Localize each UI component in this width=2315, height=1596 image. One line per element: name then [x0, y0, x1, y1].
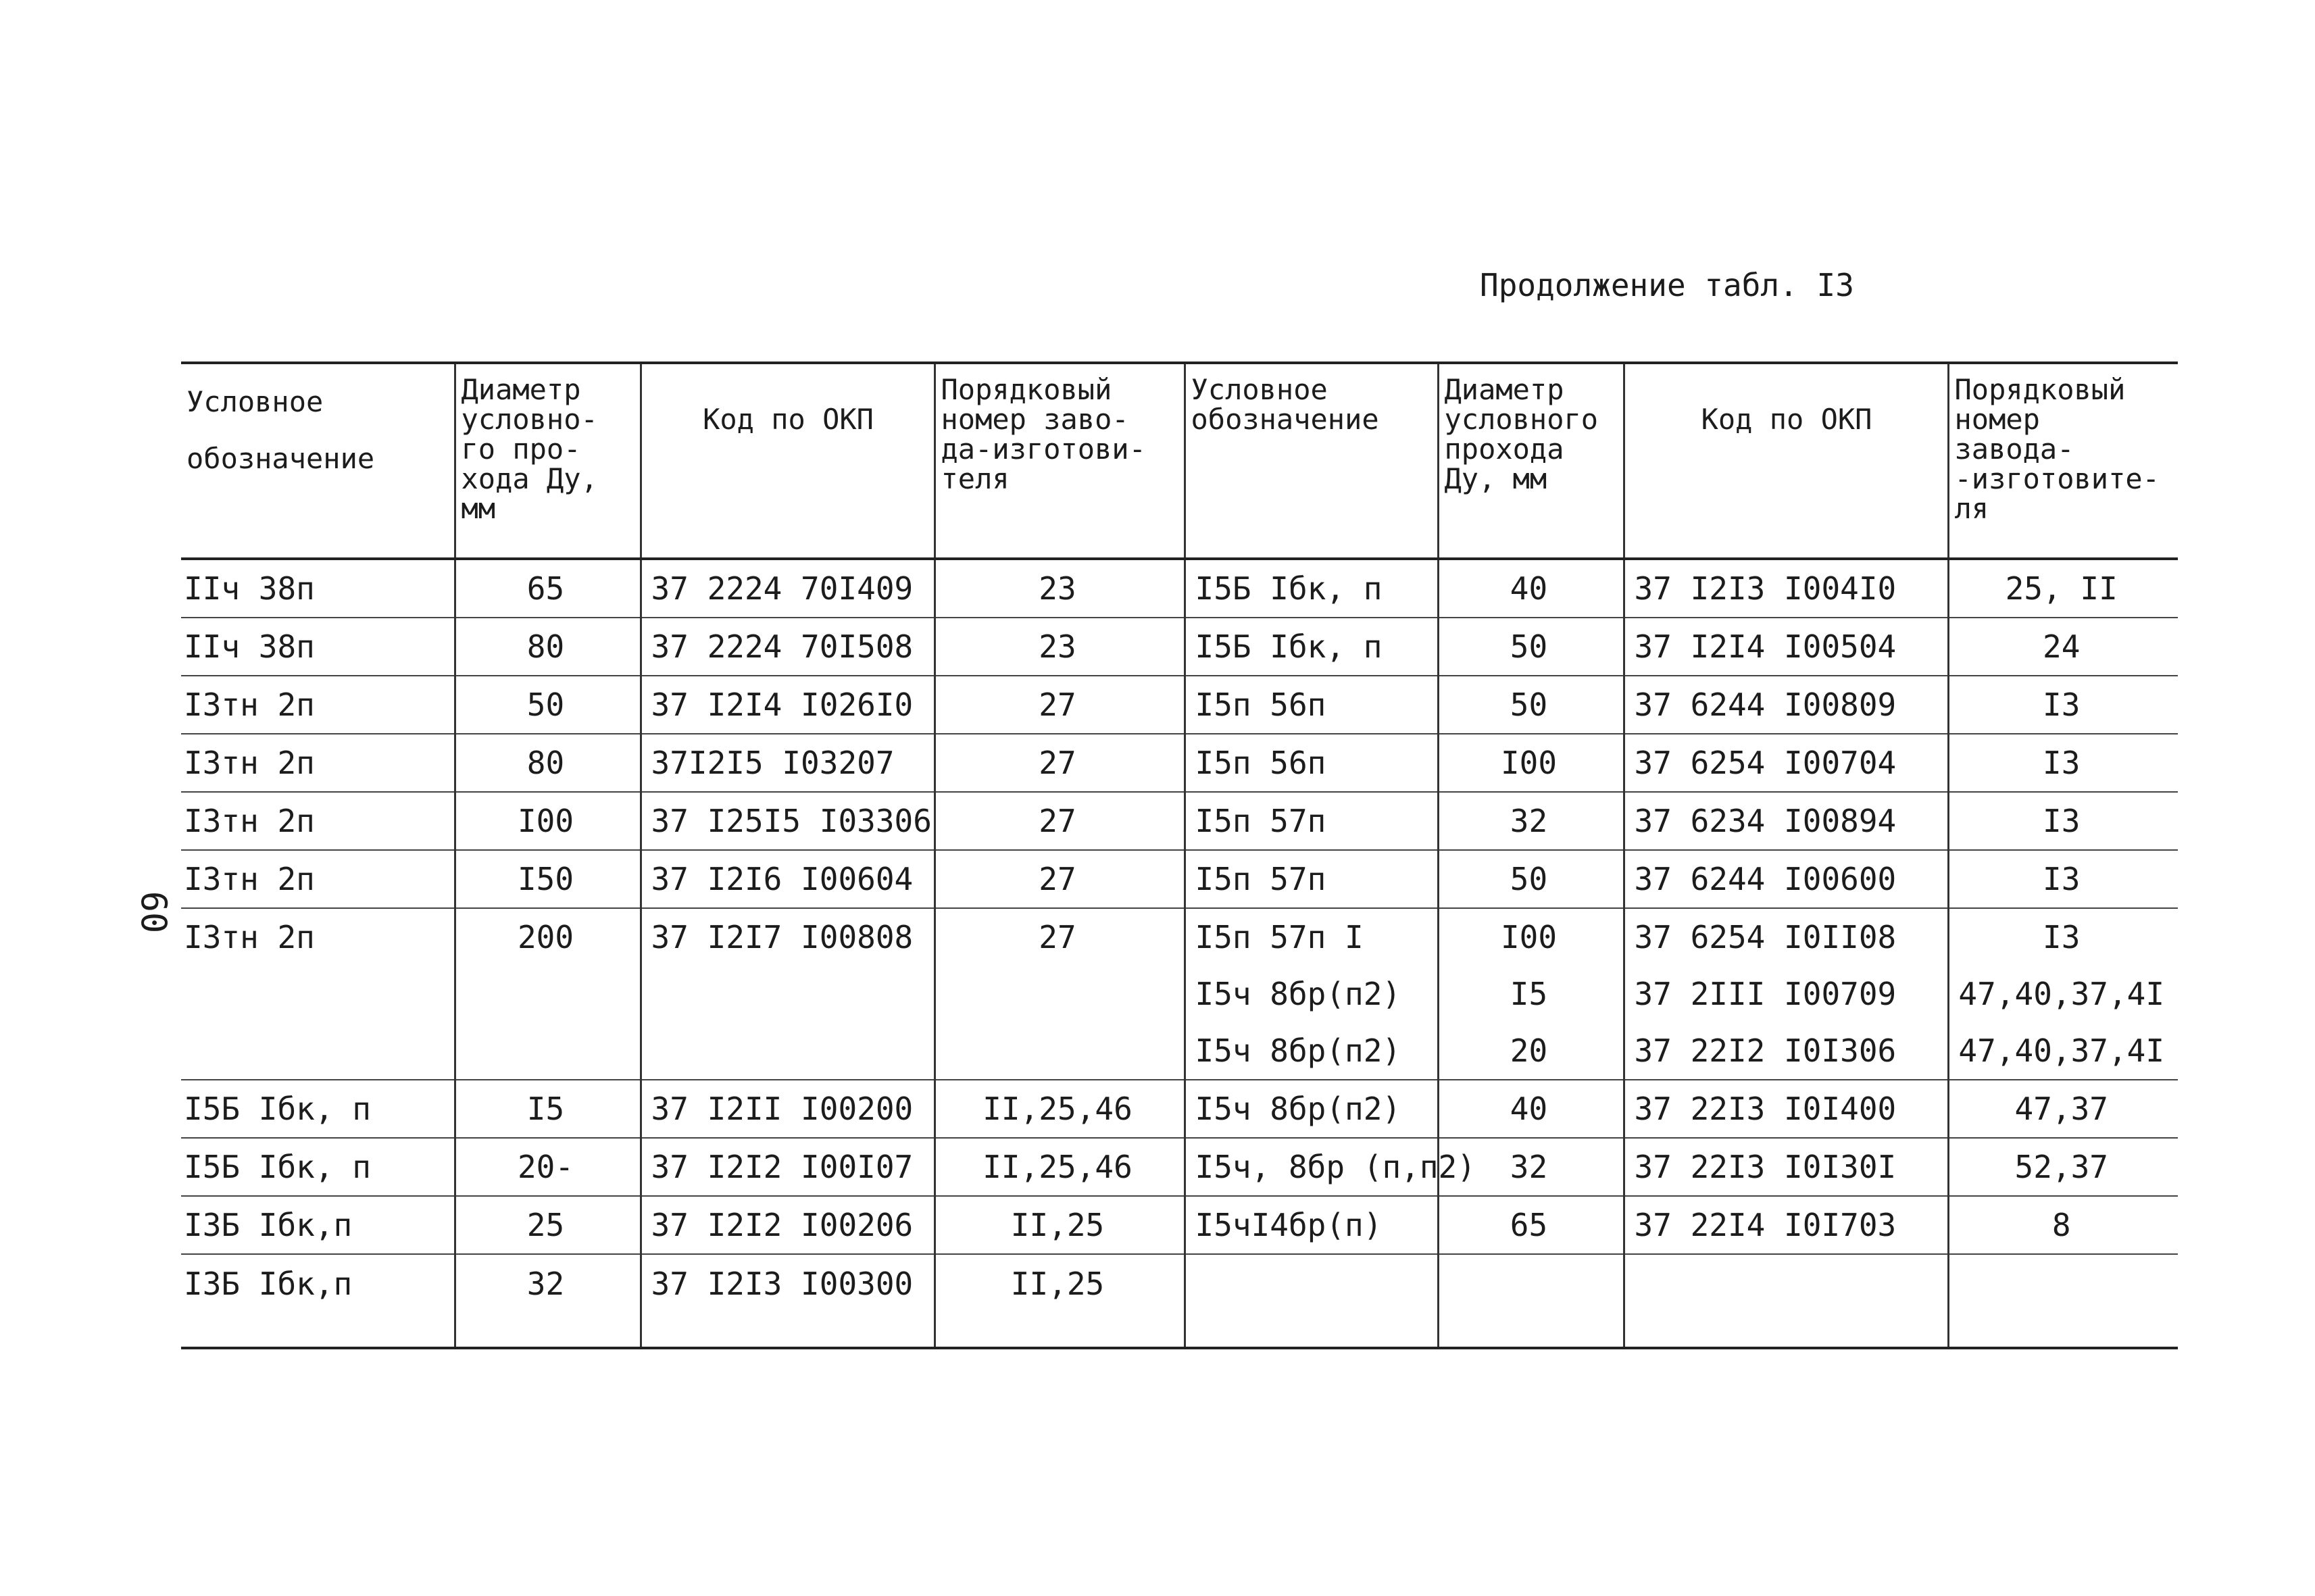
cell-okp-code: 37 I2I2 I00206 [641, 1196, 935, 1254]
cell-diameter-2: I00 [1438, 734, 1624, 792]
cell-diameter: I00 [455, 792, 641, 850]
cell-designation: IIч 38п [181, 559, 455, 618]
table-row [181, 1080, 2178, 1138]
cell-diameter: 20- [455, 1138, 641, 1196]
table-row [181, 734, 2178, 792]
cell-diameter: 200 [455, 908, 641, 966]
cell-okp-code-2: 37 6244 I00600 [1624, 850, 1948, 908]
cell-plant-number-2: 47,40,37,4I [1948, 1022, 2178, 1080]
cell-diameter-2: I00 [1438, 908, 1624, 966]
cell-plant-number: 23 [935, 559, 1185, 618]
cell-designation: I3тн 2п [184, 919, 315, 955]
table-row [181, 1022, 2178, 1080]
cell-plant-number: 27 [935, 676, 1185, 734]
cell-plant-number: 23 [935, 618, 1185, 676]
table-row [181, 792, 2178, 850]
table-header-row [181, 363, 2178, 559]
cell-designation-2: I5ч 8бр(п2) [1185, 1022, 1438, 1080]
cell-okp-code-2 [1624, 1254, 1948, 1348]
cell-plant-number-2 [1948, 1254, 2178, 1348]
cell-plant-number-2: I3 [1948, 908, 2178, 966]
cell-designation: I3Б Iбк,п [181, 1196, 455, 1254]
cell-diameter-2: 40 [1438, 1080, 1624, 1138]
cell-okp-code: 37 I2I7 I00808 [641, 908, 935, 966]
cell-plant-number: 27 [935, 734, 1185, 792]
cell-designation-2: I5п 56п [1185, 734, 1438, 792]
cell-diameter-2: 50 [1438, 618, 1624, 676]
table-row [181, 1196, 2178, 1254]
cell-plant-number: 27 [935, 908, 1185, 966]
cell-diameter: 50 [455, 676, 641, 734]
cell-designation: I3тн 2п [181, 792, 455, 850]
cell-designation: I5Б Iбк, п [181, 1080, 455, 1138]
cell-okp-code-2: 37 22I4 I0I703 [1624, 1196, 1948, 1254]
cell-designation-2: I5ч 8бр(п2) [1185, 966, 1438, 1022]
table-row [181, 559, 2178, 618]
cell-okp-code-2: 37 22I3 I0I400 [1624, 1080, 1948, 1138]
cell-okp-code-2: 37 22I2 I0I306 [1624, 1022, 1948, 1080]
cell-diameter-2: I5 [1438, 966, 1624, 1022]
cell-designation-2: I5Б Iбк, п [1185, 618, 1438, 676]
cell-okp-code-2: 37 I2I4 I00504 [1624, 618, 1948, 676]
cell-diameter-2: 50 [1438, 850, 1624, 908]
header-okp-code: Код по ОКП [641, 363, 935, 559]
cell-diameter-2: 50 [1438, 676, 1624, 734]
cell-diameter-2: 32 [1438, 792, 1624, 850]
table-row [181, 966, 2178, 1022]
cell-diameter-2: 32 [1438, 1138, 1624, 1196]
cell-diameter: I5 [455, 1080, 641, 1138]
header-plant-number: Порядковый номер заво- да-изготови- теля [935, 363, 1185, 559]
cell-okp-code-2: 37 6234 I00894 [1624, 792, 1948, 850]
cell-okp-code: 37 I2I2 I00I07 [641, 1138, 935, 1196]
cell-diameter: 32 [455, 1254, 641, 1348]
cell-okp-code-2: 37 6254 I00704 [1624, 734, 1948, 792]
cell-diameter-2: 65 [1438, 1196, 1624, 1254]
cell-diameter [455, 1022, 641, 1080]
cell-plant-number-2: 47,40,37,4I [1948, 966, 2178, 1022]
cell-designation: I3тн 2п [181, 734, 455, 792]
cell-designation-2: I5чI4бр(п) [1185, 1196, 1438, 1254]
cell-designation: I3Б Iбк,п [181, 1254, 455, 1348]
table-row [181, 1254, 2178, 1348]
cell-plant-number-2: 25, II [1948, 559, 2178, 618]
cell-designation [181, 966, 455, 1022]
cell-plant-number-2: 52,37 [1948, 1138, 2178, 1196]
table-row [181, 908, 2178, 966]
cell-diameter-2: 40 [1438, 559, 1624, 618]
cell-diameter: 65 [455, 559, 641, 618]
cell-okp-code: 37 I2II I00200 [641, 1080, 935, 1138]
header-diameter: Диаметр условно- го про- хода Ду, мм [455, 363, 641, 559]
cell-okp-code [641, 966, 935, 1022]
cell-plant-number: 27 [935, 792, 1185, 850]
header-designation: Условное обозначение [181, 363, 455, 559]
cell-plant-number-2: 47,37 [1948, 1080, 2178, 1138]
cell-designation-2 [1185, 1254, 1438, 1348]
table-row [181, 618, 2178, 676]
cell-plant-number-2: 24 [1948, 618, 2178, 676]
cell-diameter: 80 [455, 734, 641, 792]
cell-okp-code: 37 I2I4 I026I0 [641, 676, 935, 734]
cell-okp-code-2: 37 2III I00709 [1624, 966, 1948, 1022]
cell-designation: IIч 38п [181, 618, 455, 676]
table-row [181, 850, 2178, 908]
table-row [181, 676, 2178, 734]
table-row [181, 1138, 2178, 1196]
cell-designation: I3тн 2п [181, 676, 455, 734]
header-okp-code-2: Код по ОКП [1624, 363, 1948, 559]
cell-designation: I5Б Iбк, п [181, 1138, 455, 1196]
cell-designation-2: I5п 56п [1185, 676, 1438, 734]
cell-okp-code: 37 2224 70I508 [641, 618, 935, 676]
cell-plant-number-2: I3 [1948, 734, 2178, 792]
header-plant-number-2: Порядковый номер завода- -изготовите- ля [1948, 363, 2178, 559]
header-diameter-2: Диаметр условного прохода Ду, мм [1438, 363, 1624, 559]
valves-table [181, 361, 2178, 1349]
cell-okp-code-2: 37 6254 I0II08 [1624, 908, 1948, 966]
cell-okp-code: 37 2224 70I409 [641, 559, 935, 618]
table-caption: Продолжение табл. I3 [1480, 267, 1854, 303]
cell-plant-number-2: I3 [1948, 792, 2178, 850]
cell-designation-2: I5п 57п [1185, 792, 1438, 850]
cell-plant-number: II,25,46 [935, 1080, 1185, 1138]
cell-designation [181, 1022, 455, 1080]
cell-okp-code: 37 I2I6 I00604 [641, 850, 935, 908]
cell-plant-number-2: I3 [1948, 850, 2178, 908]
cell-diameter-2: 20 [1438, 1022, 1624, 1080]
cell-diameter: 80 [455, 618, 641, 676]
cell-plant-number: II,25 [935, 1254, 1185, 1348]
cell-designation-2: I5Б Iбк, п [1185, 559, 1438, 618]
cell-plant-number: 27 [935, 850, 1185, 908]
cell-okp-code: 37 I2I3 I00300 [641, 1254, 935, 1348]
cell-plant-number-2: I3 [1948, 676, 2178, 734]
cell-plant-number [935, 1022, 1185, 1080]
cell-designation-2: I5ч 8бр(п2) [1185, 1080, 1438, 1138]
cell-okp-code: 37I2I5 I03207 [641, 734, 935, 792]
cell-okp-code-2: 37 22I3 I0I30I [1624, 1138, 1948, 1196]
cell-okp-code-2: 37 I2I3 I004I0 [1624, 559, 1948, 618]
page-number: 60 [132, 891, 174, 934]
cell-plant-number: II,25,46 [935, 1138, 1185, 1196]
cell-designation-2: I5ч, 8бр (п,п2) [1185, 1138, 1438, 1196]
cell-designation-2: I5п 57п [1185, 850, 1438, 908]
cell-diameter-2 [1438, 1254, 1624, 1348]
header-designation-2: Условное обозначение [1185, 363, 1438, 559]
cell-diameter: I50 [455, 850, 641, 908]
cell-okp-code-2: 37 6244 I00809 [1624, 676, 1948, 734]
cell-diameter: 25 [455, 1196, 641, 1254]
cell-diameter [455, 966, 641, 1022]
cell-plant-number: II,25 [935, 1196, 1185, 1254]
cell-designation-2: I5п 57п I [1185, 908, 1438, 966]
cell-plant-number [935, 966, 1185, 1022]
cell-designation: I3тн 2п [181, 850, 455, 908]
cell-okp-code [641, 1022, 935, 1080]
cell-plant-number-2: 8 [1948, 1196, 2178, 1254]
cell-okp-code: 37 I25I5 I03306 [641, 792, 935, 850]
